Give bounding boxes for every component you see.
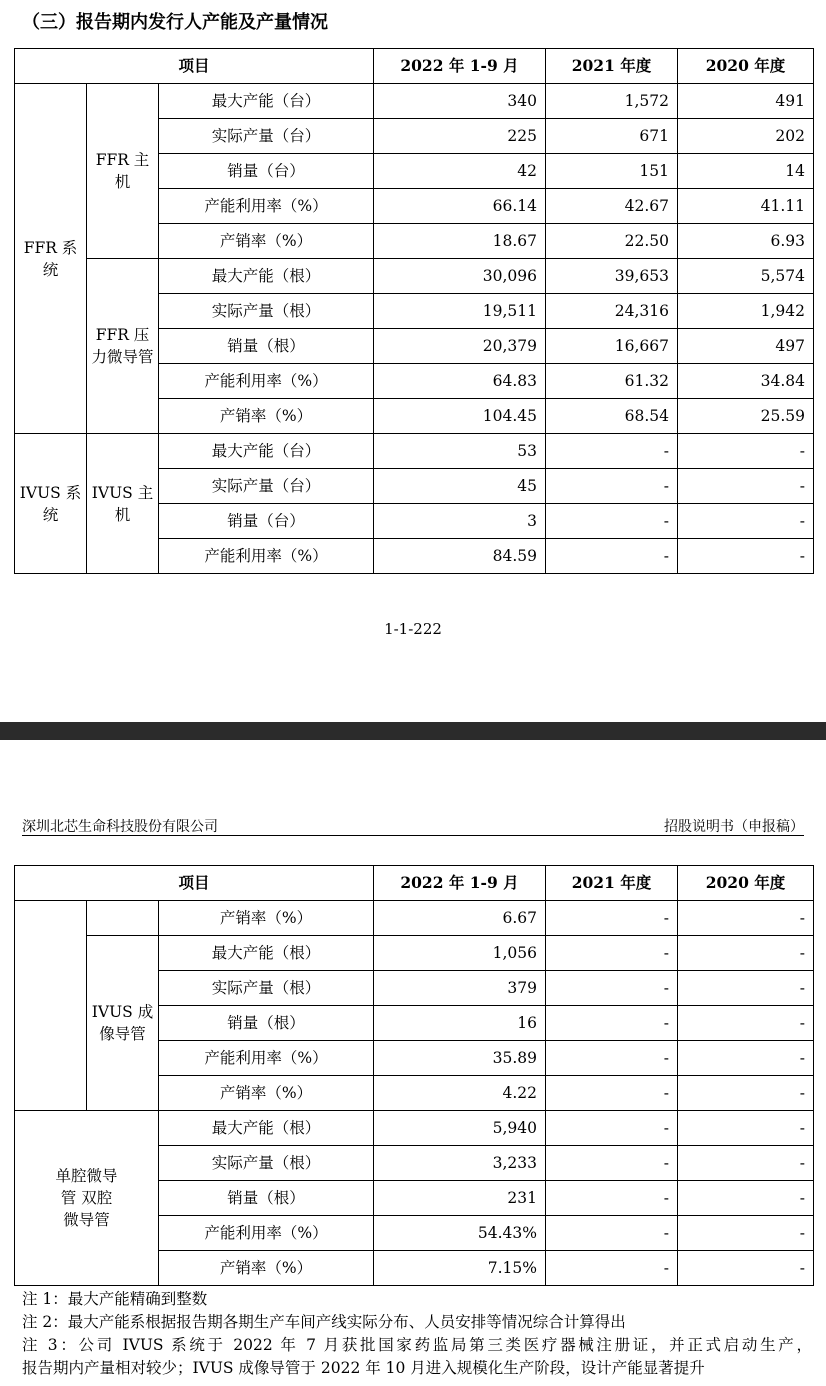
value-2021: - xyxy=(546,1181,678,1216)
group-ffr-host: FFR 主机 xyxy=(87,84,159,259)
row-label: 最大产能（根） xyxy=(159,936,374,971)
value-2021: - xyxy=(546,504,678,539)
value-2021: 22.50 xyxy=(546,224,678,259)
row-label: 实际产量（根） xyxy=(159,294,374,329)
row-label: 销量（根） xyxy=(159,1006,374,1041)
col-header-2020: 2020 年度 xyxy=(678,866,814,901)
value-2020: 6.93 xyxy=(678,224,814,259)
row-label: 产销率（%） xyxy=(159,1251,374,1286)
note-3-cont: 报告期内产量相对较少；IVUS 成像导管于 2022 年 10 月进入规模化生产阶段，设计产能显著提升 xyxy=(22,1359,705,1377)
row-label: 最大产能（根） xyxy=(159,259,374,294)
value-2021: - xyxy=(546,539,678,574)
value-2021: - xyxy=(546,901,678,936)
value-2022: 53 xyxy=(374,434,546,469)
row-label: 销量（台） xyxy=(159,154,374,189)
value-2022: 340 xyxy=(374,84,546,119)
row-label: 产能利用率（%） xyxy=(159,1041,374,1076)
value-2020: 202 xyxy=(678,119,814,154)
value-2022: 3,233 xyxy=(374,1146,546,1181)
value-2021: - xyxy=(546,1216,678,1251)
table-row xyxy=(15,434,814,469)
value-2020: 34.84 xyxy=(678,364,814,399)
table-header-row xyxy=(15,49,814,84)
value-2022: 231 xyxy=(374,1181,546,1216)
value-2020: 41.11 xyxy=(678,189,814,224)
value-2022: 379 xyxy=(374,971,546,1006)
row-label: 销量（根） xyxy=(159,329,374,364)
row-label: 产销率（%） xyxy=(159,399,374,434)
row-label: 最大产能（根） xyxy=(159,1111,374,1146)
value-2021: - xyxy=(546,936,678,971)
row-label: 销量（根） xyxy=(159,1181,374,1216)
group-ivus-host: IVUS 主机 xyxy=(87,434,159,574)
row-label: 产销率（%） xyxy=(159,224,374,259)
value-2020: - xyxy=(678,971,814,1006)
value-2020: - xyxy=(678,1181,814,1216)
value-2021: - xyxy=(546,434,678,469)
value-2021: 16,667 xyxy=(546,329,678,364)
company-name: 深圳北芯生命科技股份有限公司 xyxy=(22,819,218,835)
capacity-table-1 xyxy=(14,48,814,574)
value-2022: 5,940 xyxy=(374,1111,546,1146)
value-2022: 66.14 xyxy=(374,189,546,224)
value-2020: 25.59 xyxy=(678,399,814,434)
group-ivus-catheter: IVUS 成像导管 xyxy=(87,936,159,1111)
value-2020: 5,574 xyxy=(678,259,814,294)
value-2022: 6.67 xyxy=(374,901,546,936)
group-ivus-system: IVUS 系统 xyxy=(15,434,87,574)
section-title: （三）报告期内发行人产能及产量情况 xyxy=(22,12,328,33)
value-2022: 7.15% xyxy=(374,1251,546,1286)
value-2021: 42.67 xyxy=(546,189,678,224)
group-ffr-wire: FFR 压力微导管 xyxy=(87,259,159,434)
col-header-2021: 2021 年度 xyxy=(546,866,678,901)
value-2022: 3 xyxy=(374,504,546,539)
row-label: 产能利用率（%） xyxy=(159,1216,374,1251)
table-row xyxy=(15,1111,814,1146)
notes xyxy=(22,1288,812,1380)
value-2020: 1,942 xyxy=(678,294,814,329)
value-2020: - xyxy=(678,504,814,539)
group-micro-catheter: 单腔微导管 双腔微导管 xyxy=(15,1111,159,1286)
value-2020: 491 xyxy=(678,84,814,119)
value-2020: - xyxy=(678,469,814,504)
header-rule xyxy=(22,835,804,836)
value-2022: 225 xyxy=(374,119,546,154)
value-2022: 1,056 xyxy=(374,936,546,971)
page-number: 1-1-222 xyxy=(384,620,442,638)
row-label: 销量（台） xyxy=(159,504,374,539)
value-2020: - xyxy=(678,936,814,971)
table-row xyxy=(15,936,814,971)
value-2022: 42 xyxy=(374,154,546,189)
row-label: 最大产能（台） xyxy=(159,84,374,119)
note-3: 注 3：公司 IVUS 系统于 2022 年 7 月获批国家药监局第三类医疗器械注册证，并正式启动生产， xyxy=(22,1336,812,1354)
row-label: 产销率（%） xyxy=(159,1076,374,1111)
value-2020: - xyxy=(678,1041,814,1076)
value-2021: 68.54 xyxy=(546,399,678,434)
value-2022: 4.22 xyxy=(374,1076,546,1111)
row-label: 实际产量（根） xyxy=(159,971,374,1006)
row-label: 实际产量（根） xyxy=(159,1146,374,1181)
value-2020: - xyxy=(678,539,814,574)
document-title: 招股说明书（申报稿） xyxy=(664,819,804,835)
value-2021: - xyxy=(546,1251,678,1286)
value-2021: - xyxy=(546,1076,678,1111)
value-2020: - xyxy=(678,901,814,936)
value-2020: - xyxy=(678,434,814,469)
note-2: 注 2：最大产能系根据报告期各期生产车间产线实际分布、人员安排等情况综合计算得出 xyxy=(22,1313,626,1331)
group-ivus-system-cont xyxy=(15,901,87,1111)
value-2020: - xyxy=(678,1146,814,1181)
value-2021: 24,316 xyxy=(546,294,678,329)
value-2020: - xyxy=(678,1006,814,1041)
value-2022: 35.89 xyxy=(374,1041,546,1076)
col-header-2021: 2021 年度 xyxy=(546,49,678,84)
value-2020: - xyxy=(678,1076,814,1111)
value-2022: 54.43% xyxy=(374,1216,546,1251)
value-2022: 45 xyxy=(374,469,546,504)
table-row xyxy=(15,901,814,936)
value-2021: 151 xyxy=(546,154,678,189)
value-2020: - xyxy=(678,1251,814,1286)
value-2021: - xyxy=(546,1146,678,1181)
value-2022: 16 xyxy=(374,1006,546,1041)
value-2021: - xyxy=(546,971,678,1006)
table-row xyxy=(15,84,814,119)
table-row xyxy=(15,259,814,294)
col-header-2022: 2022 年 1-9 月 xyxy=(374,49,546,84)
value-2021: 671 xyxy=(546,119,678,154)
value-2021: 39,653 xyxy=(546,259,678,294)
value-2022: 19,511 xyxy=(374,294,546,329)
value-2022: 20,379 xyxy=(374,329,546,364)
row-label: 产能利用率（%） xyxy=(159,539,374,574)
note-1: 注 1：最大产能精确到整数 xyxy=(22,1290,208,1308)
table-header-row xyxy=(15,866,814,901)
col-header-2020: 2020 年度 xyxy=(678,49,814,84)
value-2020: 497 xyxy=(678,329,814,364)
value-2021: - xyxy=(546,1006,678,1041)
group-ivus-host-cont xyxy=(87,901,159,936)
col-header-item: 项目 xyxy=(15,49,374,84)
value-2022: 30,096 xyxy=(374,259,546,294)
col-header-2022: 2022 年 1-9 月 xyxy=(374,866,546,901)
value-2021: - xyxy=(546,469,678,504)
row-label: 最大产能（台） xyxy=(159,434,374,469)
value-2022: 64.83 xyxy=(374,364,546,399)
value-2020: - xyxy=(678,1216,814,1251)
capacity-table-2 xyxy=(14,865,814,1286)
value-2022: 84.59 xyxy=(374,539,546,574)
value-2021: 1,572 xyxy=(546,84,678,119)
row-label: 实际产量（台） xyxy=(159,469,374,504)
col-header-item: 项目 xyxy=(15,866,374,901)
row-label: 产能利用率（%） xyxy=(159,364,374,399)
row-label: 实际产量（台） xyxy=(159,119,374,154)
row-label: 产能利用率（%） xyxy=(159,189,374,224)
row-label: 产销率（%） xyxy=(159,901,374,936)
value-2020: - xyxy=(678,1111,814,1146)
group-ffr-system: FFR 系统 xyxy=(15,84,87,434)
value-2020: 14 xyxy=(678,154,814,189)
value-2021: - xyxy=(546,1111,678,1146)
value-2021: 61.32 xyxy=(546,364,678,399)
value-2022: 18.67 xyxy=(374,224,546,259)
value-2022: 104.45 xyxy=(374,399,546,434)
value-2021: - xyxy=(546,1041,678,1076)
page-divider xyxy=(0,722,826,740)
